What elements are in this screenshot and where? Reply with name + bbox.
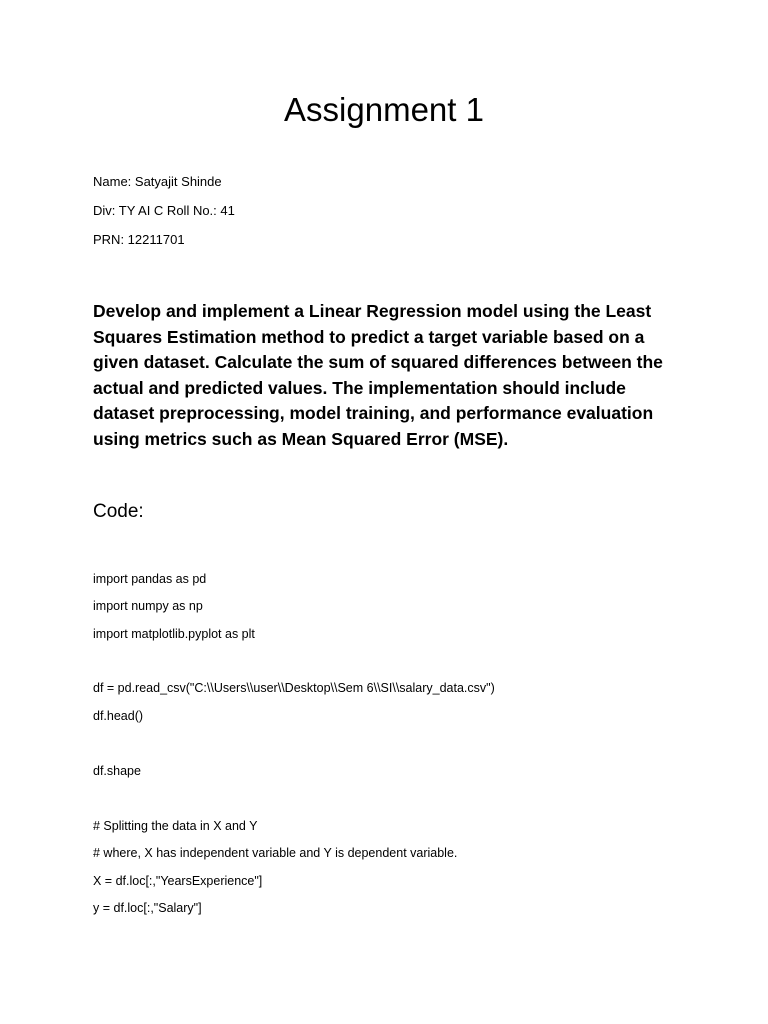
code-line: df.shape <box>93 764 141 778</box>
code-line: y = df.loc[:,"Salary"] <box>93 901 202 915</box>
code-heading: Code: <box>93 501 144 522</box>
code-line: df = pd.read_csv("C:\\Users\\user\\Desktop\\Sem 6\\SI\\salary_data.csv") <box>93 681 495 695</box>
code-line: import matplotlib.pyplot as plt <box>93 627 255 641</box>
student-prn: PRN: 12211701 <box>93 232 185 247</box>
student-name: Name: Satyajit Shinde <box>93 174 222 189</box>
task-statement: Develop and implement a Linear Regression model using the Least Squares Estimation method to predict a target variable based on a given dataset. Calculate the sum of squared differences between the actual and predicted values. The implementation should include dataset preprocessing, model training, and performance evaluation using metrics such as Mean Squared Error (MSE). <box>93 301 663 449</box>
student-division-roll: Div: TY AI C Roll No.: 41 <box>93 203 235 218</box>
code-line: import pandas as pd <box>93 572 207 586</box>
document-title: Assignment 1 <box>284 91 484 128</box>
code-line: X = df.loc[:,"YearsExperience"] <box>93 874 263 888</box>
code-line: df.head() <box>93 709 144 723</box>
code-line: import numpy as np <box>93 599 203 613</box>
code-comment-line: # where, X has independent variable and Y is dependent variable. <box>93 846 458 860</box>
code-comment-line: # Splitting the data in X and Y <box>93 819 258 833</box>
